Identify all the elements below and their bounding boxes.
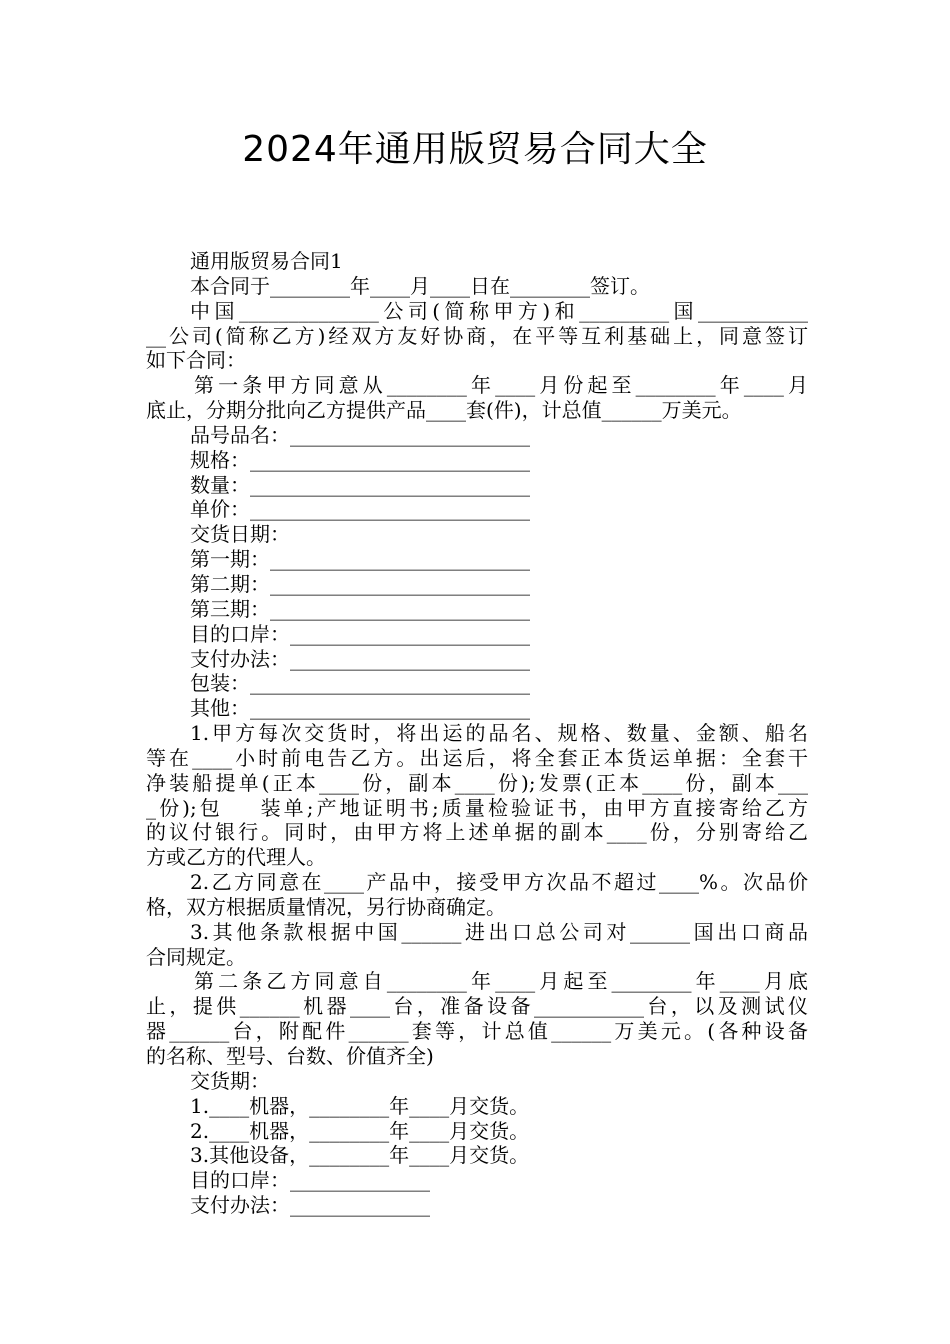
text-line: 第二条乙方同意自________年____月起至________年____月底 (194, 969, 808, 994)
text-line: 支付办法：________________________ (190, 646, 530, 671)
text-line: 第一条甲方同意从________年____月份起至________年____月 (194, 373, 808, 398)
text-line: 如下合同： (146, 348, 246, 373)
text-line: 净装船提单(正本____份，副本____份);发票(正本____份，副本___ (146, 770, 808, 795)
text-line: 交货期： (190, 1068, 270, 1093)
text-line: 目的口岸：________________________ (190, 621, 530, 646)
text-line: 第二期：__________________________ (190, 571, 530, 596)
text-line: 数量：____________________________ (190, 472, 530, 497)
text-line: 方或乙方的代理人。 (146, 845, 326, 870)
text-line: 第一期：__________________________ (190, 547, 530, 572)
text-line: _份);包 装单;产地证明书;质量检验证书，由甲方直接寄给乙方 (146, 795, 808, 820)
text-line: 止，提供______机器____台，准备设备___________台，以及测试仪 (146, 994, 808, 1019)
text-line: 的名称、型号、台数、价值齐全) (146, 1044, 434, 1068)
text-line: __公司(简称乙方)经双方友好协商，在平等互利基础上，同意签订 (146, 323, 808, 348)
text-line: 2.乙方同意在____产品中，接受甲方次品不超过____%。次品价 (190, 870, 808, 895)
text-line: 本合同于________年____月____日在________签订。 (190, 273, 650, 298)
text-line: 底止，分期分批向乙方提供产品____套(件)，计总值______万美元。 (146, 398, 742, 423)
text-line: 合同规定。 (146, 944, 246, 969)
text-line: 器______台，附配件______套等，计总值______万美元。(各种设备 (146, 1019, 808, 1044)
text-line: 3.其他设备，________年____月交货。 (190, 1143, 530, 1168)
text-line: 的议付银行。同时，由甲方将上述单据的副本____份，分别寄给乙 (146, 820, 808, 845)
text-line: 2.____机器，________年____月交货。 (190, 1118, 530, 1143)
text-line: 规格：____________________________ (190, 447, 530, 472)
text-line: 1.____机器，________年____月交货。 (190, 1093, 530, 1118)
text-line: 第三期：__________________________ (190, 596, 530, 621)
text-line: 中国______________公司(简称甲方)和_________国___________ (190, 298, 808, 323)
text-line: 通用版贸易合同1 (190, 249, 343, 273)
text-line: 交货日期： (190, 522, 290, 547)
text-line: 3.其他条款根据中国______进出口总公司对______国出口商品 (190, 919, 808, 944)
text-line: 1.甲方每次交货时，将出运的品名、规格、数量、金额、船名 (190, 721, 808, 746)
text-line: 格，双方根据质量情况，另行协商确定。 (146, 894, 506, 919)
text-line: 其他：____________________________ (190, 696, 530, 721)
contract-body (146, 249, 808, 1218)
text-line: 等在____小时前电告乙方。出运后，将全套正本货运单据：全套干 (146, 745, 808, 770)
text-line: 支付办法：______________ (190, 1193, 430, 1218)
document-title: 2024年通用版贸易合同大全 (242, 129, 708, 170)
text-line: 品号品名：________________________ (190, 422, 530, 447)
text-line: 单价：____________________________ (190, 497, 530, 522)
text-line: 包装：____________________________ (190, 671, 530, 696)
text-line: 目的口岸：______________ (190, 1168, 430, 1193)
